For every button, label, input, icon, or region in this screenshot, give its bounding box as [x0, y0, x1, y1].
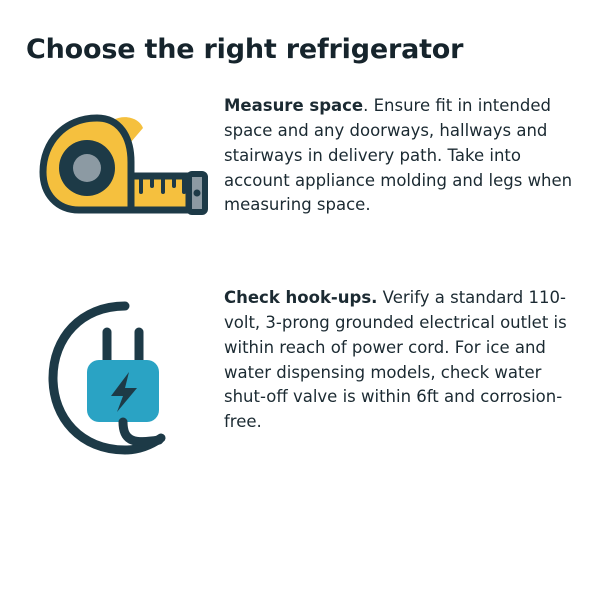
section-check-hookups-heading: Check hook-ups. — [224, 288, 378, 308]
section-measure-space — [26, 92, 574, 232]
page-title: Choose the right refrigerator — [26, 34, 464, 65]
tape-measure-icon-cell — [26, 92, 224, 232]
section-check-hookups-body: Verify a standard 110-volt, 3-prong grounded electrical outlet is within reach of power cord. For ice and water dispensing models, check water shut-off valve is within 6ft and corrosion-free. — [224, 288, 567, 432]
section-list — [26, 92, 574, 464]
section-measure-space-body: . Ensure fit in intended space and any doorways, hallways and stairways in delivery path. Take into account appliance molding and legs when measuring space. — [224, 96, 573, 215]
power-plug-icon-cell — [26, 284, 224, 464]
section-measure-space-heading: Measure space — [224, 96, 364, 116]
section-check-hookups — [26, 284, 574, 464]
section-measure-space-text — [224, 92, 574, 218]
section-check-hookups-text — [224, 284, 574, 435]
power-plug-icon — [39, 292, 211, 464]
tape-measure-icon — [39, 106, 211, 232]
